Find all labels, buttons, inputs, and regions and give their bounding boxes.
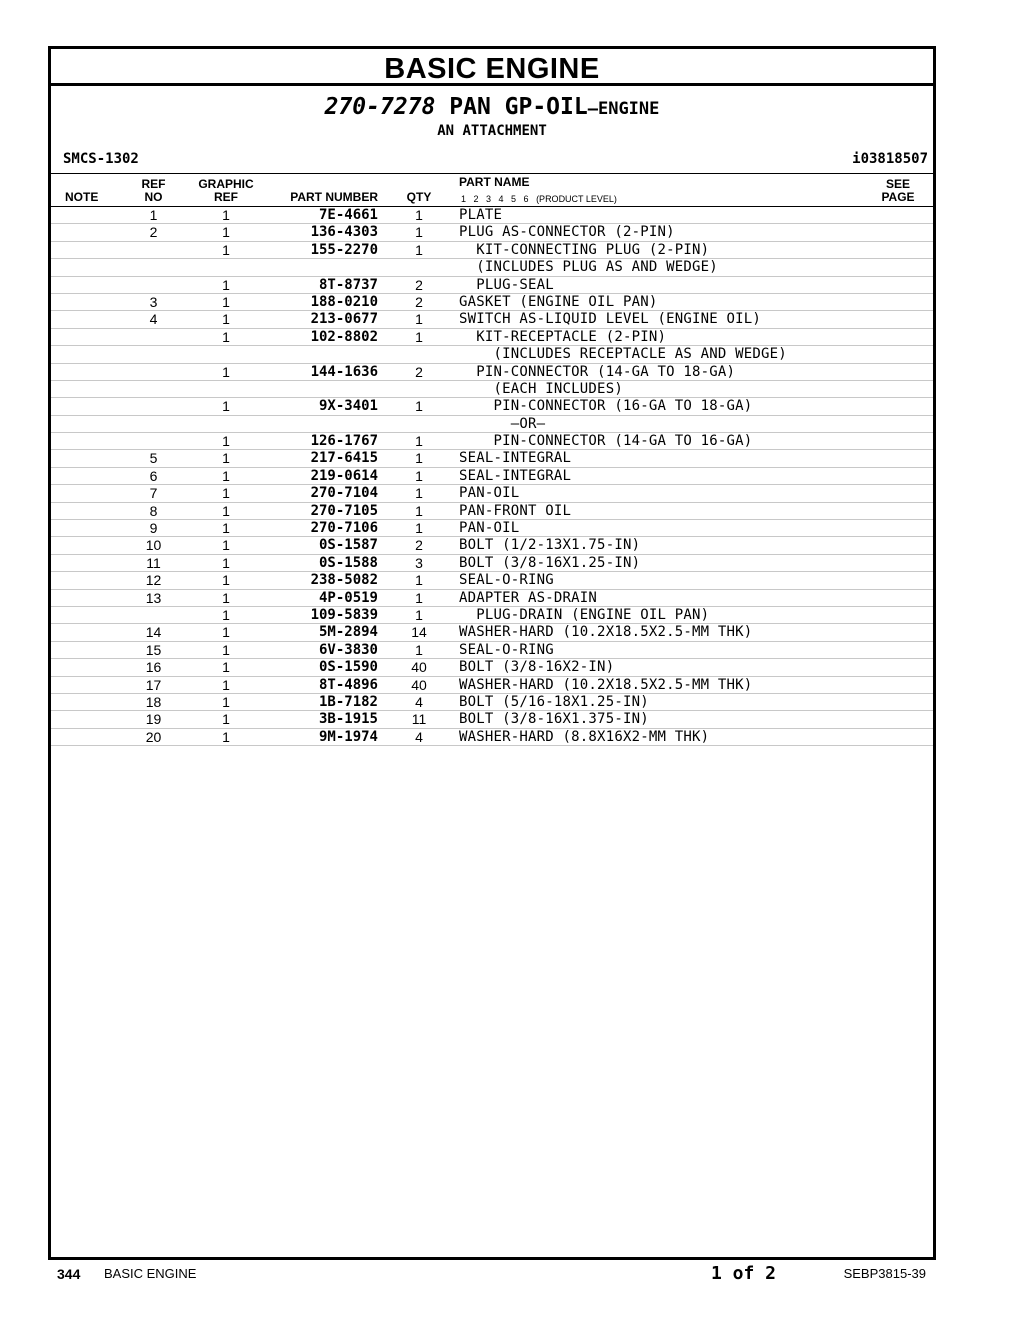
qty-cell: 2 <box>415 293 423 310</box>
part-name-cell: GASKET (ENGINE OIL PAN) <box>459 293 658 310</box>
ref-no-cell: 7 <box>149 485 158 502</box>
graphic-ref-cell: 1 <box>222 433 230 450</box>
header-ref-no-line1: REF <box>141 177 166 191</box>
table-row <box>51 607 933 624</box>
header-see-page-line1: SEE <box>885 177 910 191</box>
parts-table-body <box>51 207 933 746</box>
table-row <box>51 624 933 641</box>
part-name-cell: ADAPTER AS-DRAIN <box>459 589 598 606</box>
table-row <box>51 659 933 676</box>
table-row <box>51 259 933 276</box>
graphic-ref-cell: 1 <box>222 711 230 728</box>
ref-no-cell: 13 <box>145 589 162 606</box>
part-name-cell: PLATE <box>459 207 503 223</box>
product-level-label: (PRODUCT LEVEL) <box>536 194 617 204</box>
part-number-cell: 213-0677 <box>310 311 378 328</box>
ref-no-cell: 11 <box>146 554 161 571</box>
table-row <box>51 398 933 415</box>
graphic-ref-cell: 1 <box>222 572 230 589</box>
group-title <box>51 93 933 123</box>
table-row <box>51 520 933 537</box>
smcs-code: SMCS-1302 <box>63 151 139 167</box>
graphic-ref-cell: 1 <box>222 293 230 310</box>
graphic-ref-cell: 1 <box>222 728 230 745</box>
qty-cell: 1 <box>415 485 423 502</box>
table-row <box>51 364 933 381</box>
part-number-cell: 144-1636 <box>310 363 378 380</box>
part-number-cell: 109-5839 <box>310 606 378 623</box>
graphic-ref-cell: 1 <box>222 606 230 623</box>
qty-cell: 1 <box>415 467 423 484</box>
header-graphic-ref <box>191 178 261 204</box>
part-number-cell: 7E-4661 <box>318 207 378 223</box>
part-name-cell: SEAL-O-RING <box>459 572 554 589</box>
qty-cell: 3 <box>415 554 423 571</box>
part-name-cell: PIN-CONNECTOR (14-GA TO 16-GA) <box>459 433 753 450</box>
ref-no-cell: 4 <box>149 311 158 328</box>
part-name-cell: PIN-CONNECTOR (14-GA TO 18-GA) <box>459 363 736 380</box>
header-part-name: PART NAME <box>459 175 530 189</box>
group-subtitle: AN ATTACHMENT <box>437 123 547 139</box>
table-row <box>51 294 933 311</box>
ref-no-cell: 19 <box>145 711 162 728</box>
graphic-ref-cell: 1 <box>222 241 230 258</box>
header-ref-no <box>136 178 171 204</box>
ref-no-cell: 14 <box>145 624 162 641</box>
table-row <box>51 555 933 572</box>
part-name-cell: WASHER-HARD (8.8X16X2-MM THK) <box>459 728 710 745</box>
header-product-levels <box>461 194 617 205</box>
ref-no-cell: 2 <box>149 224 158 241</box>
ref-no-cell: 15 <box>145 641 162 658</box>
part-name-cell: PAN-OIL <box>459 520 520 537</box>
qty-cell: 1 <box>415 207 423 223</box>
part-name-cell: PIN-CONNECTOR (16-GA TO 18-GA) <box>459 398 753 415</box>
qty-cell: 1 <box>415 572 423 589</box>
group-name: PAN GP-OIL <box>449 94 588 120</box>
part-name-cell: PLUG-DRAIN (ENGINE OIL PAN) <box>459 606 710 623</box>
graphic-ref-cell: 1 <box>222 311 230 328</box>
product-level-numbers: 1 2 3 4 5 6 <box>461 194 529 204</box>
part-name-cell: BOLT (1/2-13X1.75-IN) <box>459 537 641 554</box>
part-name-cell: PAN-OIL <box>459 485 520 502</box>
table-row <box>51 503 933 520</box>
part-name-cell: PLUG-SEAL <box>459 276 554 293</box>
qty-cell: 1 <box>415 241 423 258</box>
ref-no-cell: 8 <box>149 502 158 519</box>
footer-section: BASIC ENGINE <box>104 1266 197 1281</box>
part-name-cell: BOLT (3/8-16X1.25-IN) <box>459 554 641 571</box>
qty-cell: 14 <box>411 624 427 641</box>
part-number-cell: 5M-2894 <box>318 624 378 641</box>
part-name-cell: BOLT (5/16-18X1.25-IN) <box>459 693 649 710</box>
qty-cell: 40 <box>411 659 427 676</box>
header-note: NOTE <box>65 190 99 204</box>
header-top-rule <box>51 173 933 174</box>
group-number: 270-7278 <box>324 94 436 120</box>
group-suffix: —ENGINE <box>587 99 660 119</box>
part-number-cell: 126-1767 <box>310 433 378 450</box>
part-number-cell: 0S-1588 <box>318 554 378 571</box>
part-number-cell: 9M-1974 <box>318 728 378 745</box>
graphic-ref-cell: 1 <box>222 276 230 293</box>
graphic-ref-cell: 1 <box>222 467 230 484</box>
header-graphic-ref-line1: GRAPHIC <box>198 177 254 191</box>
illustration-id: i03818507 <box>852 151 928 167</box>
qty-cell: 1 <box>415 224 423 241</box>
graphic-ref-cell: 1 <box>222 659 230 676</box>
qty-cell: 4 <box>415 728 423 745</box>
part-number-cell: 270-7105 <box>310 502 378 519</box>
part-number-cell: 0S-1590 <box>318 659 378 676</box>
part-number-cell: 8T-4896 <box>318 676 378 693</box>
header-qty: QTY <box>406 190 432 204</box>
part-number-cell: 219-0614 <box>310 467 378 484</box>
qty-cell: 2 <box>415 363 423 380</box>
graphic-ref-cell: 1 <box>222 624 230 641</box>
qty-cell: 2 <box>415 537 423 554</box>
ref-no-cell: 17 <box>145 676 162 693</box>
table-row <box>51 311 933 328</box>
table-row <box>51 450 933 467</box>
qty-cell: 1 <box>415 520 423 537</box>
table-row <box>51 729 933 746</box>
part-number-cell: 238-5082 <box>310 572 378 589</box>
graphic-ref-cell: 1 <box>222 693 230 710</box>
header-ref-no-line2: NO <box>144 190 163 204</box>
part-number-cell: 270-7104 <box>310 485 378 502</box>
table-row <box>51 242 933 259</box>
graphic-ref-cell: 1 <box>222 641 230 658</box>
part-number-cell: 9X-3401 <box>318 398 378 415</box>
table-row <box>51 381 933 398</box>
graphic-ref-cell: 1 <box>222 224 230 241</box>
part-number-cell: 270-7106 <box>310 520 378 537</box>
part-name-cell: KIT-RECEPTACLE (2-PIN) <box>459 328 667 345</box>
part-number-cell: 102-8802 <box>310 328 378 345</box>
header-see-page <box>873 178 923 204</box>
footer-document-id: SEBP3815-39 <box>843 1266 926 1281</box>
header-graphic-ref-line2: REF <box>214 190 238 204</box>
graphic-ref-cell: 1 <box>222 502 230 519</box>
graphic-ref-cell: 1 <box>222 589 230 606</box>
table-row <box>51 224 933 241</box>
ref-no-cell: 20 <box>145 728 162 745</box>
ref-no-cell: 9 <box>149 520 158 537</box>
header-part-number: PART NUMBER <box>290 190 378 204</box>
qty-cell: 1 <box>415 450 423 467</box>
qty-cell: 1 <box>415 502 423 519</box>
ref-no-cell: 6 <box>149 467 158 484</box>
part-name-cell: PLUG AS-CONNECTOR (2-PIN) <box>459 224 675 241</box>
qty-cell: 1 <box>415 398 423 415</box>
part-name-cell: (EACH INCLUDES) <box>459 380 623 397</box>
header-see-page-line2: PAGE <box>881 190 915 204</box>
qty-cell: 1 <box>415 328 423 345</box>
qty-cell: 40 <box>411 676 427 693</box>
qty-cell: 2 <box>415 276 423 293</box>
ref-no-cell: 16 <box>145 659 162 676</box>
table-row <box>51 433 933 450</box>
table-row <box>51 416 933 433</box>
footer-page-number: 344 <box>57 1266 81 1282</box>
part-number-cell: 1B-7182 <box>318 693 378 710</box>
graphic-ref-cell: 1 <box>222 537 230 554</box>
qty-cell: 1 <box>415 311 423 328</box>
table-row <box>51 711 933 728</box>
part-name-cell: WASHER-HARD (10.2X18.5X2.5-MM THK) <box>459 676 753 693</box>
part-name-cell: PAN-FRONT OIL <box>459 502 572 519</box>
part-name-cell: KIT-CONNECTING PLUG (2-PIN) <box>459 241 710 258</box>
table-row <box>51 642 933 659</box>
part-number-cell: 155-2270 <box>310 241 378 258</box>
part-number-cell: 8T-8737 <box>318 276 378 293</box>
qty-cell: 1 <box>415 589 423 606</box>
ref-no-cell: 12 <box>145 572 162 589</box>
ref-no-cell: 18 <box>145 693 162 710</box>
ref-no-cell: 5 <box>149 450 158 467</box>
footer-page-of: 1 of 2 <box>711 1263 777 1284</box>
table-row <box>51 277 933 294</box>
part-number-cell: 188-0210 <box>310 293 378 310</box>
qty-cell: 4 <box>415 693 423 710</box>
part-name-cell: (INCLUDES PLUG AS AND WEDGE) <box>459 259 718 276</box>
part-number-cell: 6V-3830 <box>318 641 378 658</box>
part-number-cell: 0S-1587 <box>318 537 378 554</box>
table-row <box>51 694 933 711</box>
table-row <box>51 537 933 554</box>
table-row <box>51 346 933 363</box>
part-number-cell: 4P-0519 <box>318 589 378 606</box>
qty-cell: 11 <box>411 711 427 728</box>
ref-no-cell: 3 <box>149 293 158 310</box>
section-title: BASIC ENGINE <box>51 49 933 86</box>
ref-no-cell: 10 <box>145 537 162 554</box>
part-number-cell: 136-4303 <box>310 224 378 241</box>
table-row <box>51 329 933 346</box>
part-name-cell: BOLT (3/8-16X1.375-IN) <box>459 711 649 728</box>
table-row <box>51 677 933 694</box>
qty-cell: 1 <box>415 433 423 450</box>
table-row <box>51 572 933 589</box>
part-name-cell: SEAL-INTEGRAL <box>459 467 572 484</box>
part-number-cell: 3B-1915 <box>318 711 378 728</box>
part-number-cell: 217-6415 <box>310 450 378 467</box>
graphic-ref-cell: 1 <box>222 328 230 345</box>
table-row <box>51 485 933 502</box>
part-name-cell: SEAL-O-RING <box>459 641 554 658</box>
graphic-ref-cell: 1 <box>222 485 230 502</box>
graphic-ref-cell: 1 <box>222 398 230 415</box>
graphic-ref-cell: 1 <box>222 450 230 467</box>
qty-cell: 1 <box>415 606 423 623</box>
qty-cell: 1 <box>415 641 423 658</box>
table-row <box>51 590 933 607</box>
ref-no-cell: 1 <box>149 207 158 223</box>
graphic-ref-cell: 1 <box>222 554 230 571</box>
graphic-ref-cell: 1 <box>222 207 230 223</box>
parts-page-frame <box>48 46 936 1260</box>
part-name-cell: SEAL-INTEGRAL <box>459 450 572 467</box>
graphic-ref-cell: 1 <box>222 363 230 380</box>
table-row <box>51 468 933 485</box>
part-name-cell: —OR— <box>459 415 546 432</box>
part-name-cell: (INCLUDES RECEPTACLE AS AND WEDGE) <box>459 346 787 363</box>
part-name-cell: SWITCH AS-LIQUID LEVEL (ENGINE OIL) <box>459 311 762 328</box>
graphic-ref-cell: 1 <box>222 520 230 537</box>
part-name-cell: WASHER-HARD (10.2X18.5X2.5-MM THK) <box>459 624 753 641</box>
part-name-cell: BOLT (3/8-16X2-IN) <box>459 659 615 676</box>
table-row <box>51 207 933 224</box>
graphic-ref-cell: 1 <box>222 676 230 693</box>
